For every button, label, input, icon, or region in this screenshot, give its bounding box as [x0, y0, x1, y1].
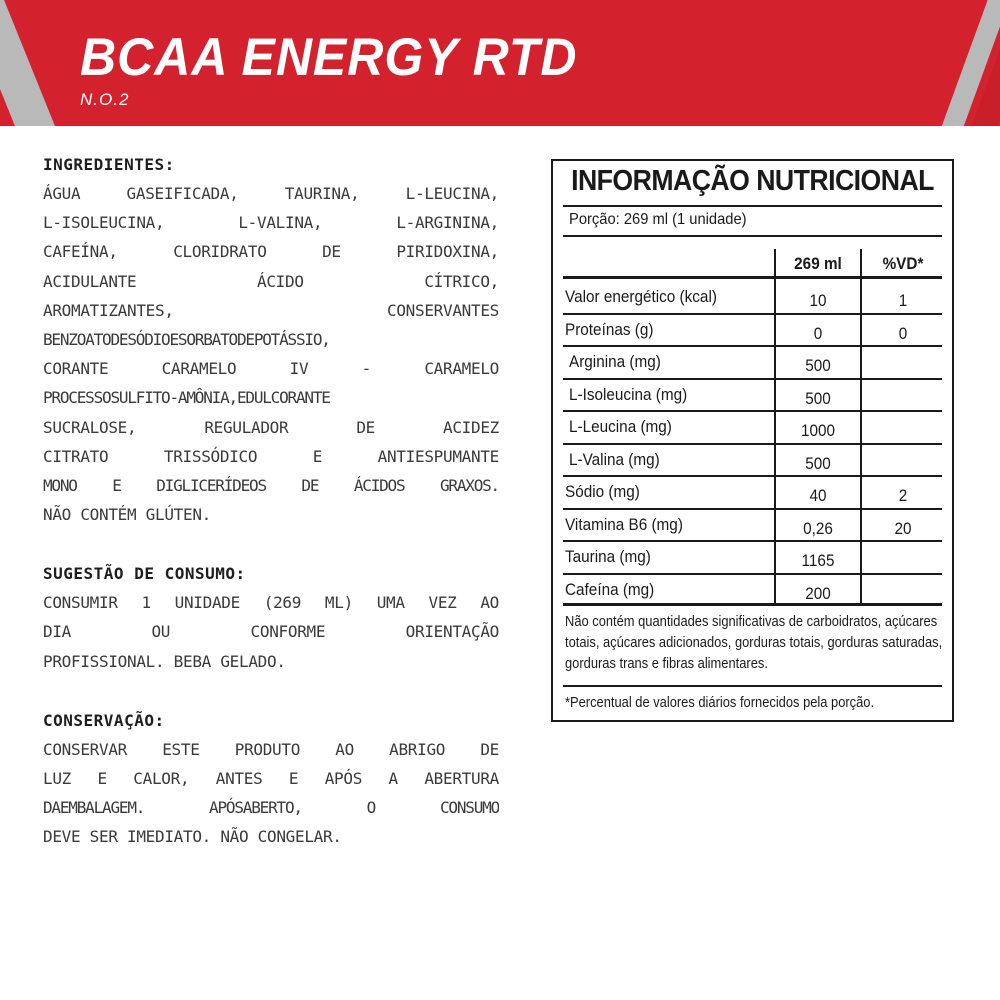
nutrient-vd: 0 [898, 323, 908, 343]
column-divider-amount [774, 249, 776, 603]
row-divider [563, 378, 942, 380]
column-divider-vd [860, 249, 862, 603]
row-divider [563, 508, 942, 510]
nutrition-note-line: gorduras trans e fibras alimentares. [565, 655, 768, 672]
ingredients-line: PROCESSOSULFITO-AMÔNIA,EDULCORANTE [43, 388, 330, 408]
column-header-vd: %VD* [882, 254, 924, 273]
nutrient-label: Cafeína (mg) [565, 579, 655, 599]
product-info-column [43, 150, 499, 882]
suggestion-heading: SUGESTÃO DE CONSUMO: [43, 564, 246, 584]
nutrient-label: Sódio (mg) [565, 482, 640, 501]
header-band [0, 0, 1000, 126]
note-divider [563, 685, 942, 687]
ingredients-line: L-ISOLEUCINA, L-VALINA, L-ARGININA, [43, 213, 499, 233]
nutrient-amount: 40 [809, 486, 827, 505]
row-divider [563, 443, 942, 445]
nutrient-label: L-Isoleucina (mg) [569, 384, 688, 404]
nutrition-facts-table [551, 159, 954, 722]
ingredients-line: BENZOATODESÓDIOESORBATODEPOTÁSSIO, [43, 329, 330, 349]
ingredients-line: CAFEÍNA, CLORIDRATO DE PIRIDOXINA, [43, 242, 499, 262]
ingredients-section [43, 150, 499, 529]
ingredients-line: NÃO CONTÉM GLÚTEN. [43, 505, 211, 525]
decorative-stripe-left [0, 0, 65, 126]
nutrient-amount: 0,26 [803, 518, 833, 538]
nutrient-label: Vitamina B6 (mg) [565, 514, 683, 534]
nutrient-label: Valor energético (kcal) [565, 287, 717, 306]
nutrition-note-line: totais, açúcares adicionados, gorduras totais, gorduras saturadas, [565, 634, 943, 651]
suggestion-line: DIA OU CONFORME ORIENTAÇÃO [43, 622, 499, 642]
header-divider [563, 276, 942, 279]
nutrient-amount: 500 [805, 453, 831, 473]
ingredients-line: SUCRALOSE, REGULADOR DE ACIDEZ [43, 417, 499, 437]
nutrient-amount: 10 [809, 291, 827, 310]
footnote: *Percentual de valores diários fornecidos pela porção. [565, 694, 875, 711]
nutrition-note-line: Não contém quantidades significativas de carboidratos, açúcares [565, 613, 938, 630]
nutrient-amount: 1165 [801, 551, 835, 570]
ingredients-line: ACIDULANTE ÁCIDO CÍTRICO, [43, 271, 499, 291]
ingredients-line: ÁGUA GASEIFICADA, TAURINA, L-LEUCINA, [43, 184, 499, 203]
conservation-line: DAEMBALAGEM. APÓSABERTO, O CONSUMO [43, 798, 499, 818]
ingredients-heading: INGREDIENTES: [43, 155, 175, 174]
row-divider [563, 475, 942, 477]
nutrient-label: Taurina (mg) [565, 547, 651, 566]
nutrient-amount: 0 [813, 323, 823, 343]
product-title: BCAA ENERGY RTD [80, 27, 578, 87]
nutrition-note [565, 611, 943, 674]
nutrient-amount: 1000 [800, 421, 836, 440]
conservation-section [43, 706, 499, 852]
suggestion-line: PROFISSIONAL. BEBA GELADO. [43, 651, 286, 671]
nutrient-label: L-Valina (mg) [569, 449, 660, 469]
nutrient-label: L-Leucina (mg) [569, 417, 672, 436]
title-divider [563, 205, 942, 207]
nutrient-amount: 500 [805, 356, 831, 375]
nutrient-amount: 500 [805, 388, 831, 408]
row-divider [563, 345, 942, 347]
nutrient-vd: 20 [894, 518, 912, 538]
conservation-line: LUZ E CALOR, ANTES E APÓS A ABERTURA [43, 769, 499, 788]
suggestion-line: CONSUMIR 1 UNIDADE (269 ML) UMA VEZ AO [43, 593, 499, 613]
ingredients-line: CORANTE CARAMELO IV - CARAMELO [43, 359, 499, 379]
row-divider [563, 410, 942, 412]
conservation-line: DEVE SER IMEDIATO. NÃO CONGELAR. [43, 827, 342, 847]
row-divider [563, 313, 942, 315]
conservation-heading: CONSERVAÇÃO: [43, 710, 165, 730]
nutrition-title: INFORMAÇÃO NUTRICIONAL [571, 165, 934, 197]
portion-label: Porção: 269 ml (1 unidade) [569, 211, 747, 228]
column-header-amount: 269 ml [794, 254, 842, 273]
conservation-line: CONSERVAR ESTE PRODUTO AO ABRIGO DE [43, 739, 499, 759]
nutrient-label: Arginina (mg) [569, 352, 661, 371]
row-divider [563, 573, 942, 575]
brand-subtitle: N.O.2 [80, 90, 130, 109]
nutrient-vd: 2 [898, 486, 908, 505]
row-divider [563, 540, 942, 542]
nutrient-label: Proteínas (g) [565, 319, 654, 339]
nutrient-vd: 1 [898, 291, 908, 310]
ingredients-line: CITRATO TRISSÓDICO E ANTIESPUMANTE [43, 446, 499, 466]
portion-divider [563, 235, 942, 237]
ingredients-line: AROMATIZANTES, CONSERVANTES [43, 300, 499, 320]
nutrient-amount: 200 [805, 583, 831, 603]
rows-bottom-divider [563, 603, 942, 606]
ingredients-line: MONO E DIGLICERÍDEOS DE ÁCIDOS GRAXOS. [43, 475, 499, 495]
suggestion-section [43, 559, 499, 676]
